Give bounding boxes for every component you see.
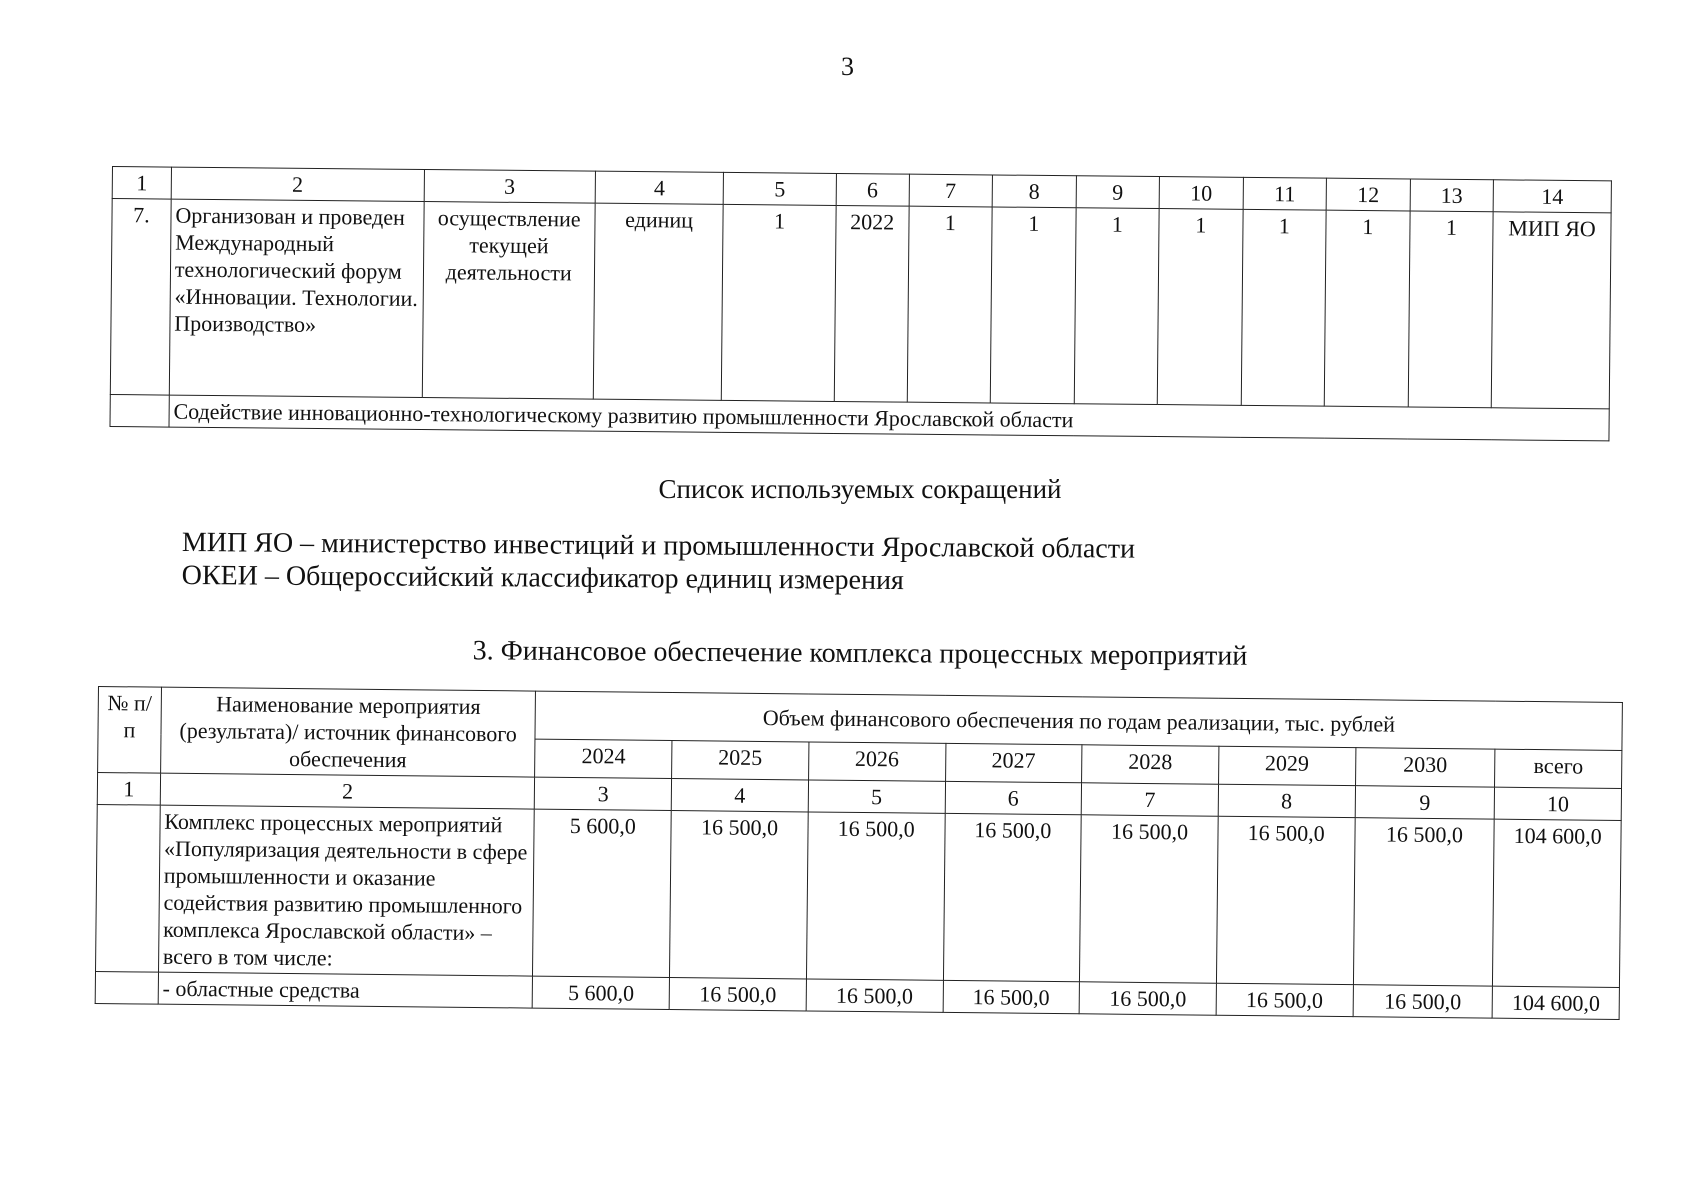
amount-cell: 16 500,0 [806,979,943,1012]
finance-table [95,686,1623,1020]
total-header: всего [1495,749,1622,789]
col-index: 4 [595,171,724,204]
amount-cell: 16 500,0 [1079,982,1216,1015]
amount-cell: 16 500,0 [1216,983,1353,1016]
col-name-header: Наименование мероприятия (результата)/ источник финансового обеспечения [160,687,536,777]
col-index: 11 [1243,177,1327,210]
amount-cell: 16 500,0 [1353,985,1493,1018]
amount-cell: 16 500,0 [1353,818,1494,986]
amount-cell: 5 600,0 [533,809,671,977]
year-value: 1 [990,207,1075,404]
col-index: 12 [1326,178,1410,211]
year-header: 2026 [808,742,945,782]
abbreviations-list [182,526,1136,599]
col-index: 8 [992,175,1076,208]
year-value: 1 [1241,209,1326,406]
col-index: 13 [1410,179,1494,212]
year-header: 2030 [1355,747,1495,787]
result-type: осуществление текущей деятельности [422,201,595,399]
amount-cell: 16 500,0 [1080,815,1218,983]
year-value: 1 [1324,210,1409,407]
activity-name: Комплекс процессных мероприятий «Популяризация деятельности в сфере промышленности и оказание содействия развитию промышленного комплекса Ярославской области» – всего в том числе: [158,805,534,976]
result-name: Организован и проведен Международный технологический форум «Инновации. Технологии. Производство» [169,199,424,397]
responsible: МИП ЯО [1491,212,1611,409]
abbreviations-title: Список используемых сокращений [658,474,1062,504]
goal-text: Содействие инновационно-технологическому развитию промышленности Ярославской области [169,395,1609,441]
funding-source: - областные средства [158,972,533,1008]
col-number-header: № п/п [98,687,162,774]
table-header-row [98,687,1622,751]
year-value: 1 [1074,208,1159,405]
col-index: 8 [1218,784,1355,817]
col-index: 6 [945,781,1082,814]
col-index: 10 [1494,787,1621,820]
amount-cell: 5 600,0 [533,976,670,1009]
table-row [110,199,1611,409]
unit: единиц [593,203,723,400]
col-index: 1 [112,167,171,200]
col-index: 7 [909,174,993,207]
col-index: 9 [1355,786,1495,819]
table-row [96,804,1622,987]
row-number: 7. [110,199,171,396]
col-index: 10 [1159,177,1243,210]
page-number: 3 [841,52,854,81]
col-index: 5 [724,172,837,205]
col-index: 14 [1493,180,1611,213]
year-value: 1 [907,206,992,403]
year-header: 2024 [535,739,672,779]
year-header: 2025 [672,740,809,780]
total-cell: 104 600,0 [1492,986,1619,1019]
col-index: 3 [424,169,596,203]
col-index: 6 [836,173,909,206]
col-index: 7 [1081,783,1218,816]
amount-cell: 16 500,0 [943,813,1081,981]
amount-cell: 16 500,0 [1216,816,1354,984]
amount-cell: 16 500,0 [943,980,1080,1013]
base-value: 1 [722,204,836,401]
row-number [95,971,158,1004]
year-header: 2028 [1082,745,1219,785]
abbreviation-item: МИП ЯО – министерство инвестиций и промышленности Ярославской области [181,527,1136,565]
col-volume-header: Объем финансового обеспечения по годам реализации, тыс. рублей [535,691,1622,750]
col-index: 1 [97,773,160,806]
year-value: 1 [1408,211,1493,408]
base-year: 2022 [834,205,909,402]
col-index: 3 [535,777,672,810]
year-header: 2029 [1218,746,1355,786]
indicators-table [109,166,1611,441]
col-index: 2 [171,167,424,201]
col-index: 9 [1076,176,1160,209]
amount-cell: 16 500,0 [806,812,944,980]
row-number [96,804,161,972]
abbreviation-item: ОКЕИ – Общероссийский классификатор единиц измерения [181,559,904,597]
year-header: 2027 [945,743,1082,783]
year-value: 1 [1157,209,1242,406]
col-index: 5 [808,780,945,813]
col-index: 4 [671,779,808,812]
col-index: 2 [160,773,535,809]
section-title: 3. Финансовое обеспечение комплекса процессных мероприятий [472,635,1248,672]
amount-cell: 16 500,0 [669,978,806,1011]
total-cell: 104 600,0 [1493,819,1621,987]
amount-cell: 16 500,0 [670,811,808,979]
